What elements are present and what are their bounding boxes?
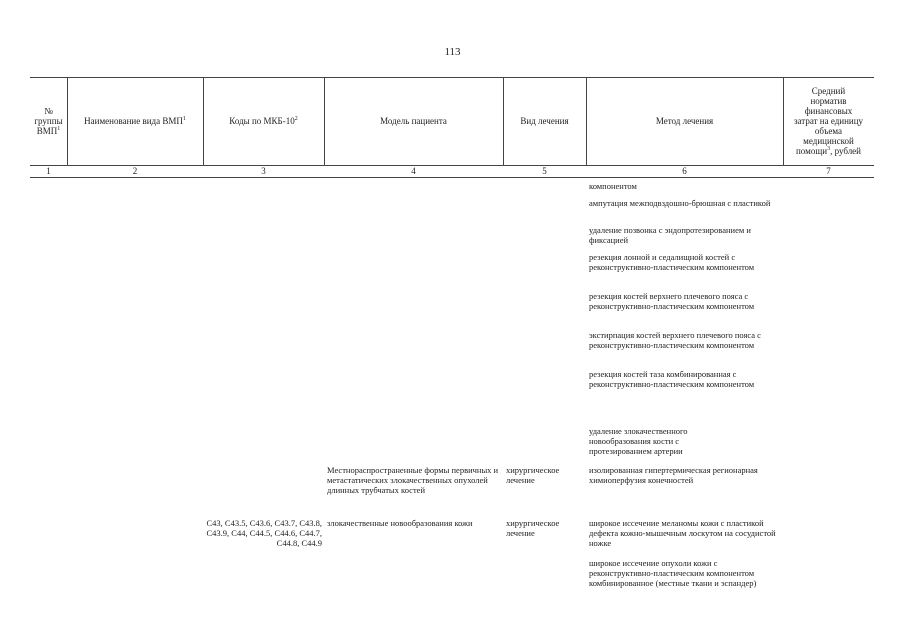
header-text: № bbox=[44, 106, 53, 116]
header-text: ВМП bbox=[36, 126, 58, 136]
treatment-method: резекция лонной и седалищной костей с реконструктивно-пластическим компонентом bbox=[589, 252, 755, 272]
header-text: объема bbox=[814, 126, 843, 136]
header-text: финансовых bbox=[804, 106, 853, 116]
header-text: группы bbox=[34, 116, 63, 126]
column-number: 3 bbox=[261, 166, 266, 176]
footnote-mark: 2 bbox=[294, 116, 298, 122]
treatment-method: ампутация межподвздошно-брюшная с пластикой bbox=[589, 198, 771, 208]
icd-codes: C43, C43.5, C43.6, C43.7, C43.8, C43.9, C44, C44.5, C44.6, C44.7, C44.8, C44.9 bbox=[206, 518, 322, 548]
column-number: 5 bbox=[542, 166, 547, 176]
header-patient-model: Модель пациента bbox=[380, 116, 447, 126]
header-icd-codes bbox=[203, 77, 324, 165]
header-text: медицинской bbox=[803, 136, 854, 146]
column-number: 1 bbox=[46, 166, 51, 176]
treatment-type: хирургическое лечение bbox=[506, 465, 560, 485]
header-text: помощи bbox=[795, 146, 828, 156]
header-cost-standard bbox=[783, 77, 874, 165]
page-number: 113 bbox=[444, 46, 461, 58]
header-text: норматив bbox=[810, 96, 847, 106]
header-text: , рублей bbox=[830, 146, 861, 156]
header-group-number bbox=[30, 77, 67, 165]
treatment-method: резекция костей таза комбинированная с реконструктивно-пластическим компонентом bbox=[589, 369, 755, 389]
header-text: затрат на единицу bbox=[793, 116, 864, 126]
column-number: 6 bbox=[682, 166, 687, 176]
treatment-type: хирургическое лечение bbox=[506, 518, 560, 538]
patient-model: злокачественные новообразования кожи bbox=[327, 518, 473, 528]
footnote-mark: 1 bbox=[57, 126, 61, 132]
treatment-method: резекция костей верхнего плечевого пояса с реконструктивно-пластическим компонентом bbox=[589, 291, 755, 311]
treatment-method: широкое иссечение опухоли кожи с реконструктивно-пластическим компонентом комбинированное (местные ткани и эспандер) bbox=[589, 558, 757, 588]
treatment-method: удаление злокачественного новообразования кости с протезированием артерии bbox=[589, 426, 688, 456]
treatment-method: удаление позвонка с эндопротезированием и фиксацией bbox=[589, 225, 751, 245]
header-treatment-type: Вид лечения bbox=[520, 116, 569, 126]
treatment-method: экстирпация костей верхнего плечевого пояса с реконструктивно-пластическим компонентом bbox=[589, 330, 761, 350]
header-vmp-name bbox=[67, 77, 203, 165]
header-treatment-method: Метод лечения bbox=[655, 116, 714, 126]
numbers-bottom-border bbox=[30, 177, 874, 178]
footnote-mark: 1 bbox=[182, 116, 186, 122]
header-text: Коды по МКБ-10 bbox=[229, 116, 295, 126]
footnote-mark: 3 bbox=[827, 146, 831, 152]
patient-model: Местнораспространенные формы первичных и метастатических злокачественных опухолей длинных трубчатых костей bbox=[327, 465, 499, 495]
treatment-method: компонентом bbox=[589, 181, 637, 191]
column-number: 7 bbox=[826, 166, 831, 176]
treatment-method: изолированная гипертермическая регионарная химиоперфузия конечностей bbox=[589, 465, 758, 485]
column-number: 4 bbox=[411, 166, 416, 176]
treatment-method: широкое иссечение меланомы кожи с пластикой дефекта кожно-мышечным лоскутом на сосудистой ножке bbox=[589, 518, 776, 548]
header-text: Наименование вида ВМП bbox=[84, 116, 183, 126]
header-text: Средний bbox=[811, 86, 846, 96]
column-number: 2 bbox=[132, 166, 138, 176]
